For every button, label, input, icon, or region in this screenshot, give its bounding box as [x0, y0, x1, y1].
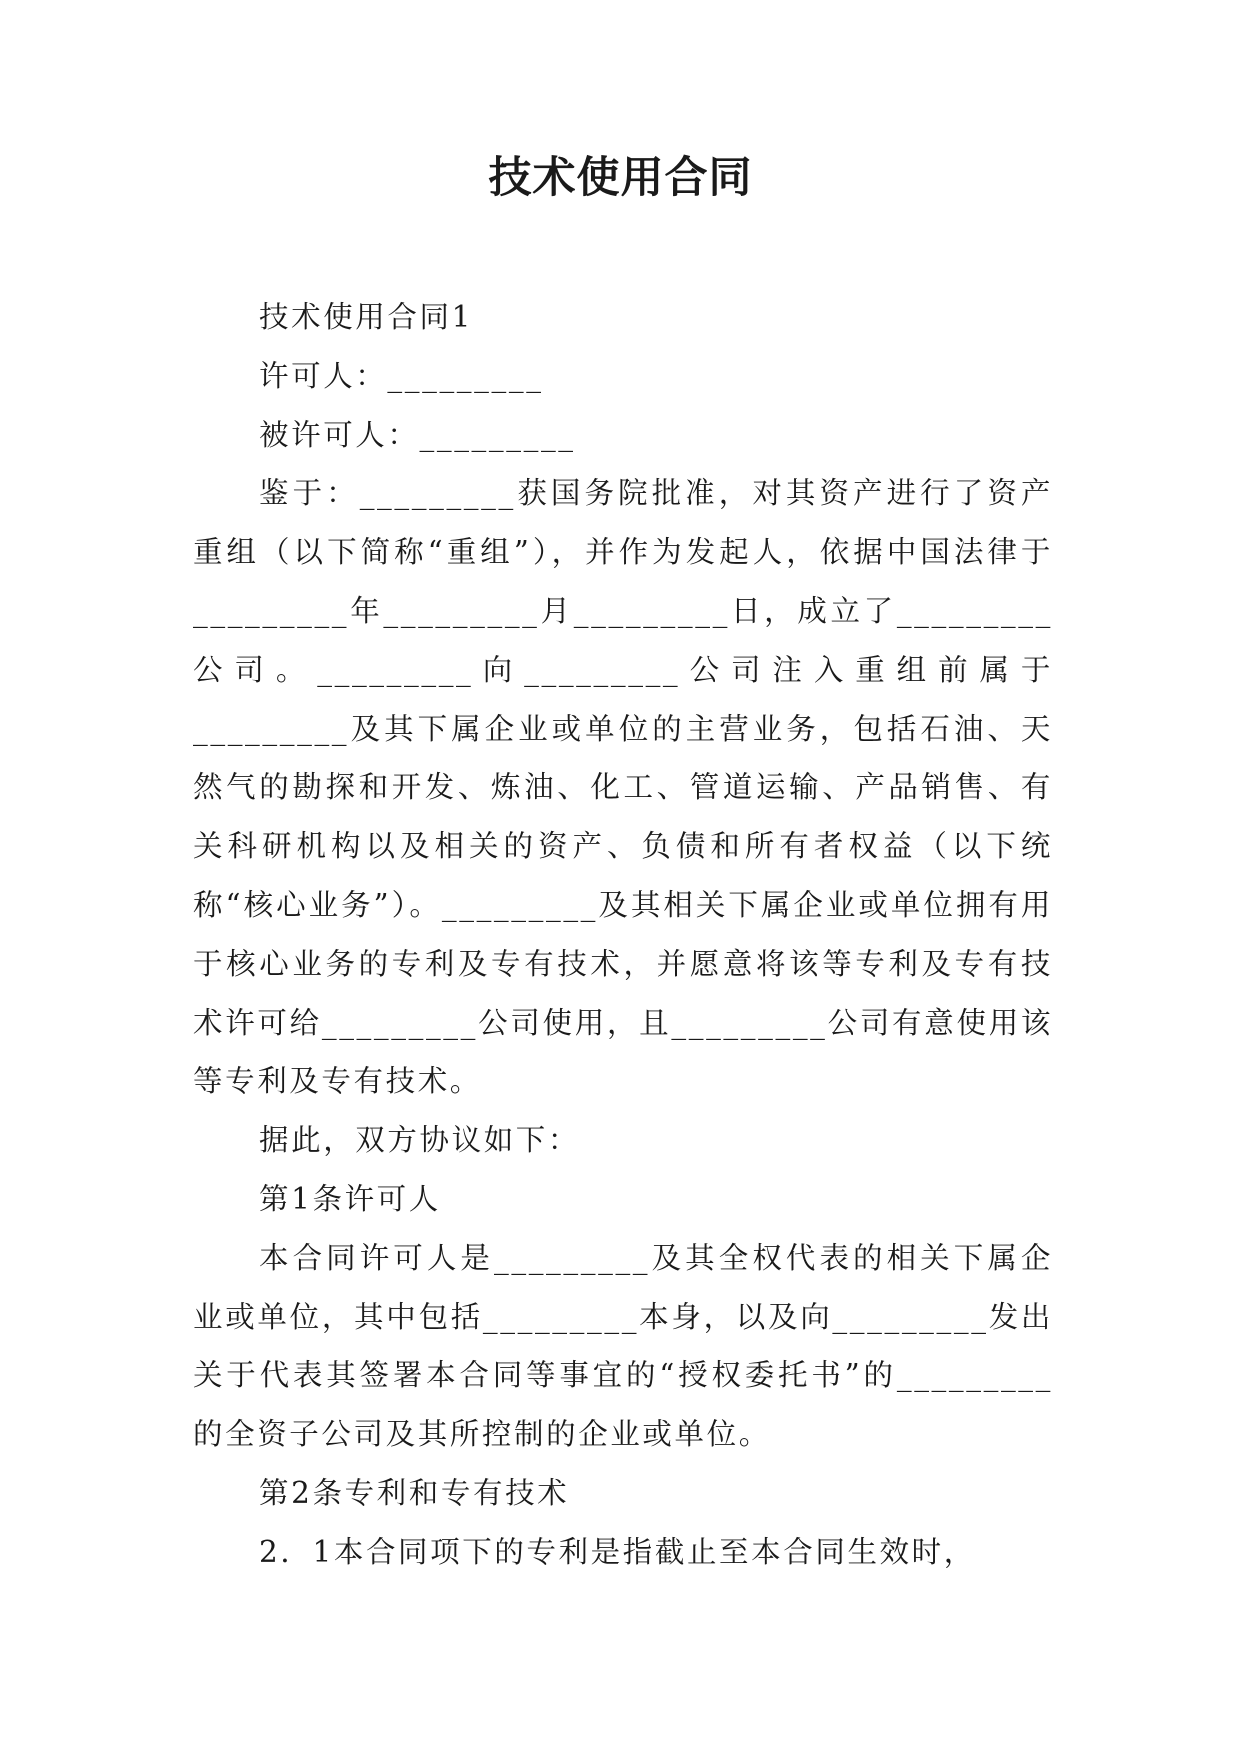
article-1-heading: 第1条许可人 [259, 1181, 441, 1216]
recital-paragraph: 鉴于：_________获国务院批准，对其资产进行了资产重组（以下简称“重组”），并作为发起人，依据中国法律于_________年_________月_________日，成立了_________公司。_________向_________公司注入重组前属于_________及其下属企业或单位的主营业务，包括石油、天然气的勘探和开发、炼油、化工、管道运输、产品销售、有关科研机构以及相关的资产、负债和所有者权益（以下统称“核心业务”）。_________及其相关下属企业或单位拥有用于核心业务的专利及专有技术，并愿意将该等专利及专有技术许可给_________公司使用，且_________公司有意使用该等专利及专有技术。 [193, 476, 1053, 1099]
document-body [193, 288, 1053, 1582]
contract-heading: 技术使用合同1 [259, 300, 473, 334]
licensee-line: 被许可人：_________ [259, 417, 576, 452]
document-title: 技术使用合同 [488, 153, 753, 203]
article-2-heading: 第2条专利和专有技术 [259, 1475, 570, 1510]
article-1-body: 本合同许可人是_________及其全权代表的相关下属企业或单位，其中包括_________本身，以及向_________发出关于代表其签署本合同等事宜的“授权委托书”的_________的全资子公司及其所控制的企业或单位。 [193, 1240, 1053, 1452]
agreement-intro: 据此，双方协议如下： [259, 1123, 581, 1158]
licensor-line: 许可人：_________ [259, 358, 544, 393]
article-2-clause-1: 2．1本合同项下的专利是指截止至本合同生效时， [259, 1534, 976, 1569]
